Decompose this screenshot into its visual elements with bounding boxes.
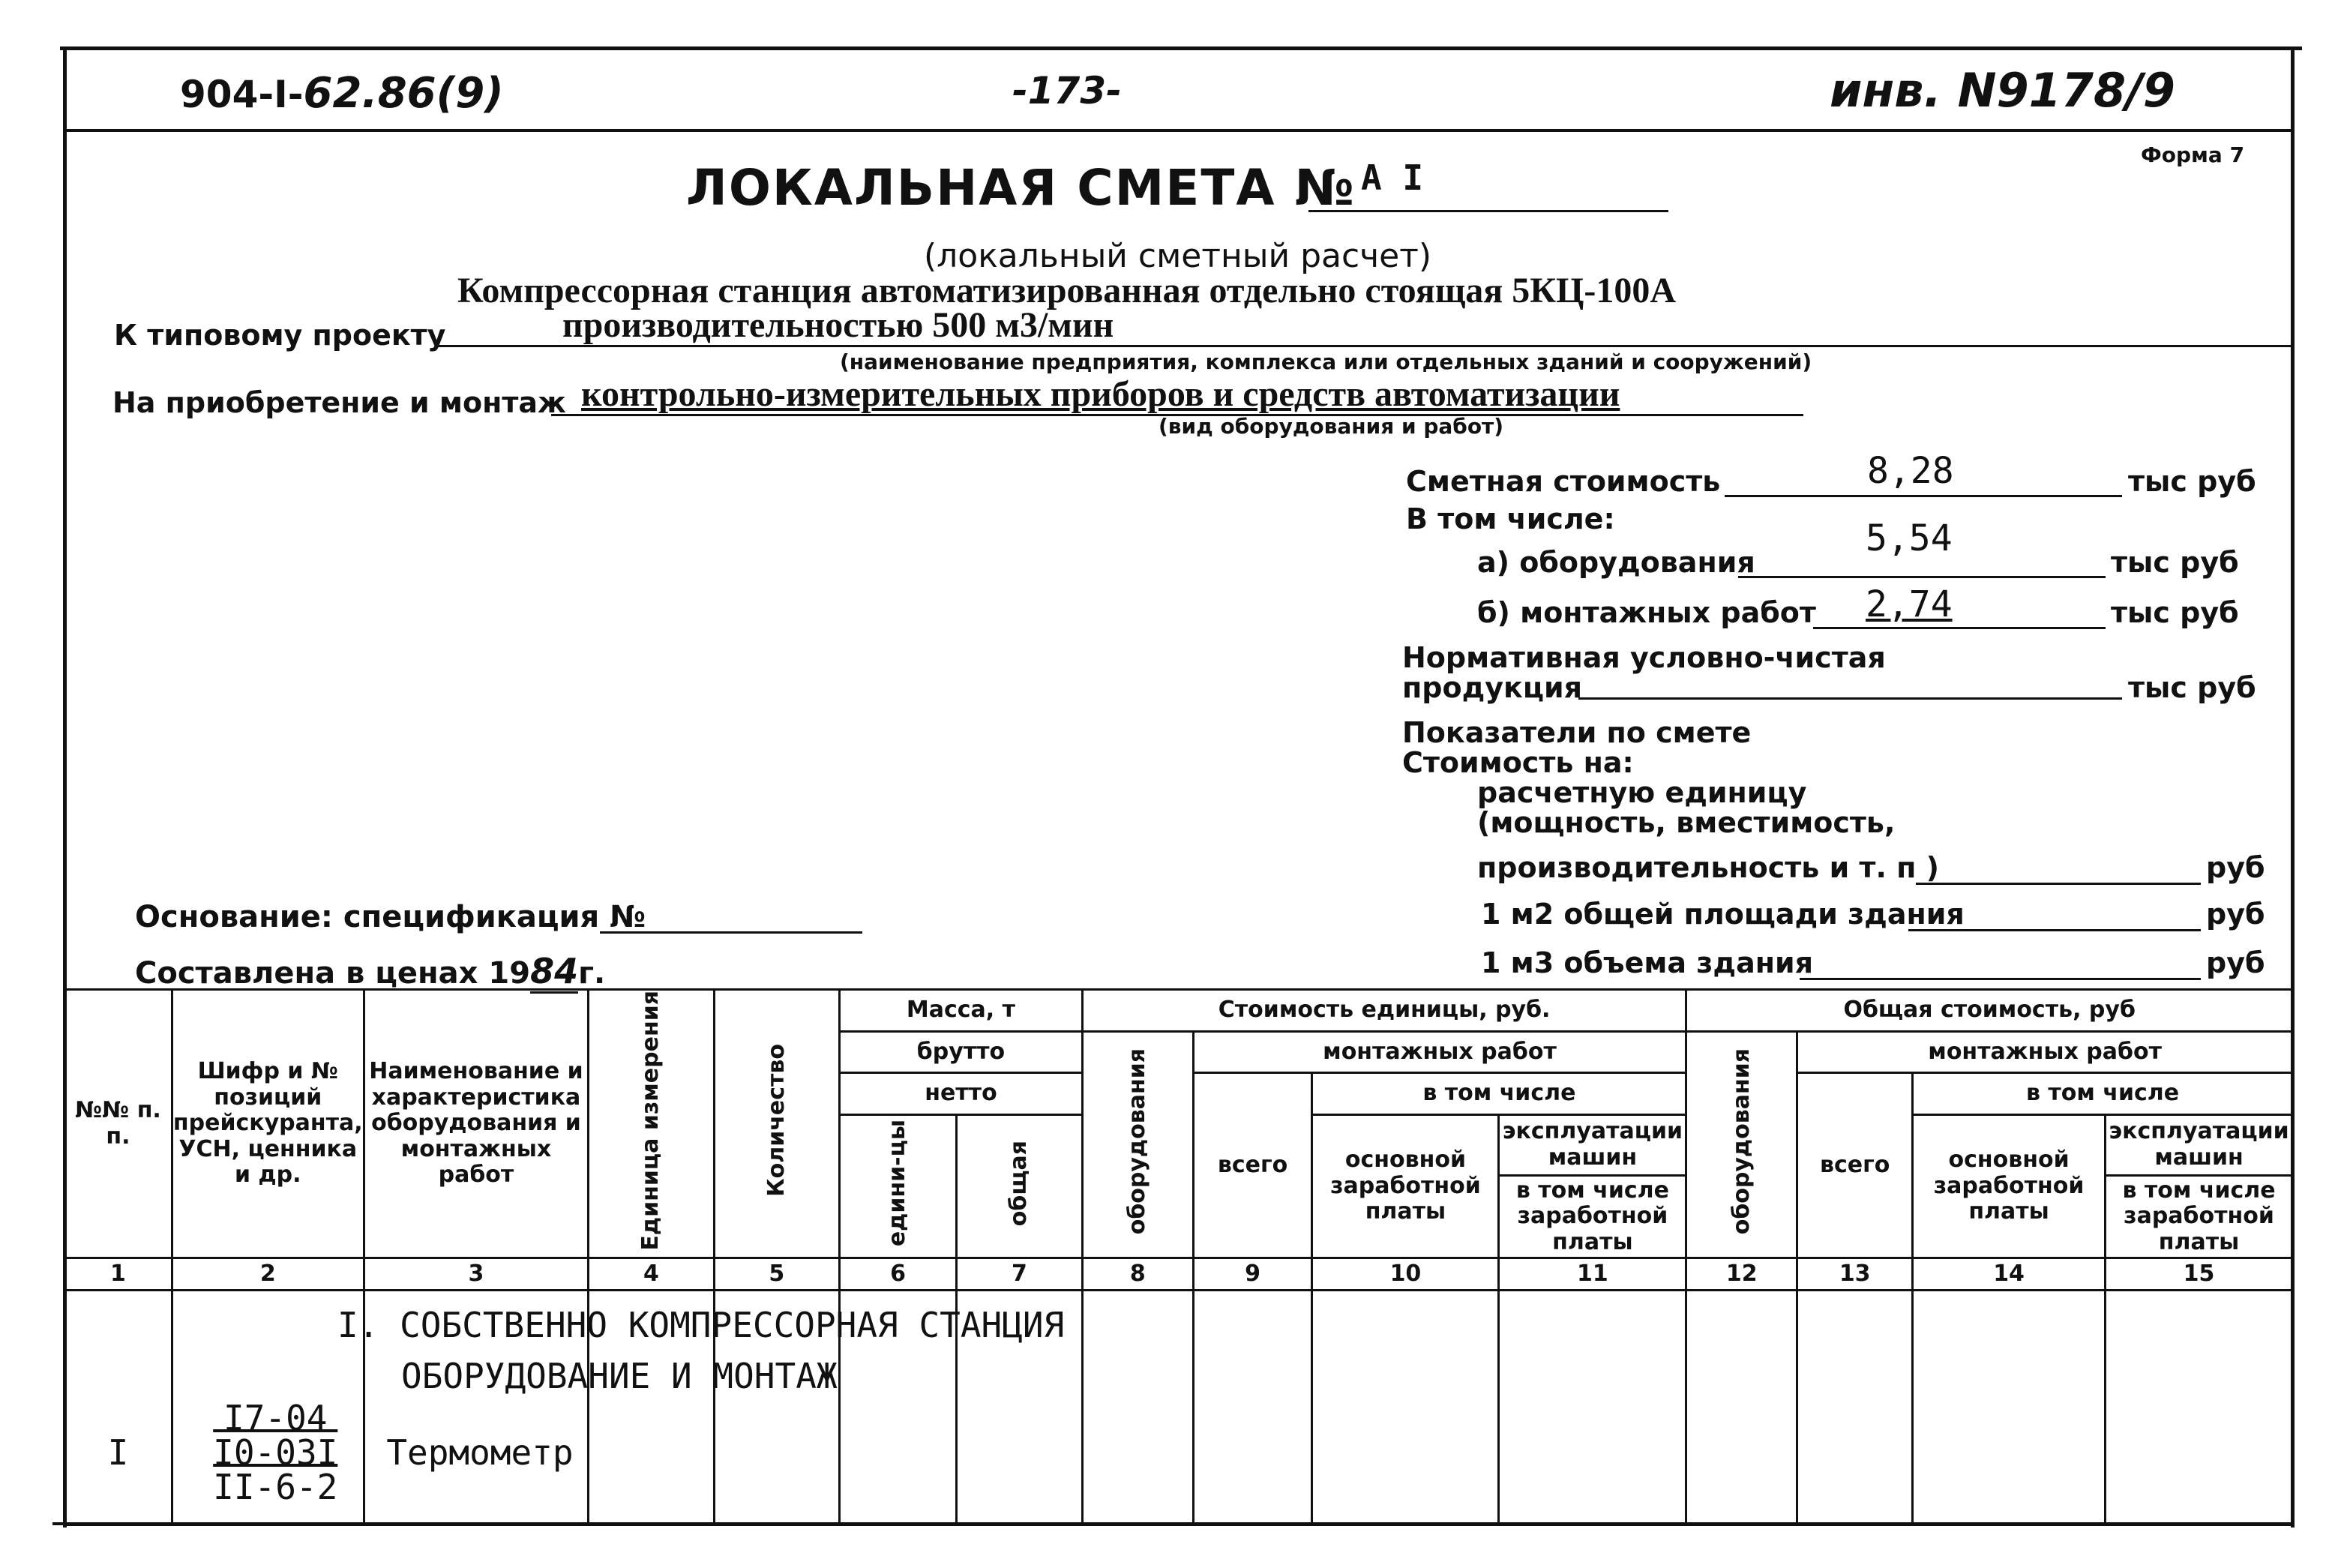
calc-unit-rub: руб	[2206, 851, 2265, 884]
header-num: №№ п. п.	[64, 990, 172, 1258]
header-total-equipment	[1686, 1032, 1797, 1258]
prices-year: 84	[530, 951, 578, 994]
per-m3-line	[1800, 939, 2201, 980]
total-cost-value: 8,28	[1867, 450, 1954, 492]
installation-label: б) монтажных работ	[1477, 596, 1816, 629]
inventory-number: инв. N9178/9	[1830, 63, 2175, 118]
header-mass-total-text: общая	[1006, 1140, 1033, 1226]
header-divider	[63, 129, 2294, 132]
equipment-line	[1738, 517, 2106, 578]
form-label: Форма 7	[2141, 142, 2245, 167]
calc-unit-label-2: (мощность, вместимость,	[1477, 806, 1896, 839]
row-cell	[2106, 1291, 2293, 1525]
calc-unit-label-1: расчетную единицу	[1477, 776, 1807, 809]
title-number-line	[1308, 157, 1668, 212]
per-m3-label: 1 м3 объема здания	[1481, 946, 1813, 979]
header-qty-text: Количество	[763, 1044, 790, 1198]
col-number: 4	[589, 1258, 714, 1291]
installation-line	[1813, 583, 2106, 629]
basis-line	[600, 894, 862, 934]
project-caption: (наименование предприятия, комплекса или отдельных зданий и сооружений)	[840, 349, 1812, 374]
col-number: 8	[1082, 1258, 1193, 1291]
header-unit-machines: эксплуатации машин	[1499, 1114, 1686, 1175]
header-unit-text: Единица измерения	[637, 991, 664, 1251]
col-number: 9	[1193, 1258, 1312, 1291]
row-num: I	[107, 1432, 129, 1473]
calc-unit-label-3: производительность и т. п )	[1477, 851, 1939, 884]
header-cipher: Шифр и № позиций прейскуранта, УСН, ценника и др.	[172, 990, 364, 1258]
header-net: нетто	[840, 1073, 1083, 1114]
header-total-install: монтажных работ	[1797, 1032, 2293, 1073]
including-label: В том числе:	[1406, 502, 1615, 535]
col-number: 14	[1913, 1258, 2106, 1291]
col-number: 10	[1312, 1258, 1499, 1291]
row-name: Термометр	[386, 1432, 574, 1473]
page-title: ЛОКАЛЬНАЯ СМЕТА №	[686, 159, 1356, 217]
header-unit-equipment-text: оборудования	[1124, 1048, 1151, 1235]
col-number: 3	[364, 1258, 589, 1291]
doc-code-printed: 904-I-	[180, 73, 304, 116]
col-number: 1	[64, 1258, 172, 1291]
row-num-cell	[64, 1291, 172, 1525]
equipment-label: а) оборудования	[1477, 546, 1755, 579]
page-subtitle: (локальный сметный расчет)	[924, 237, 1432, 275]
doc-code-handwritten: 62.86(9)	[303, 69, 504, 118]
normative-unit: тыс руб	[2128, 671, 2256, 704]
installation-unit: тыс руб	[2111, 596, 2239, 629]
row-cell	[1312, 1291, 1499, 1525]
prices-label-text: Составлена в ценах 19	[135, 956, 531, 991]
per-m2-label: 1 м2 общей площади здания	[1481, 898, 1965, 931]
header-mass-per-unit-text: едини-цы	[884, 1120, 911, 1247]
header-total-incl: в том числе	[1913, 1073, 2293, 1114]
indicators-label: Показатели по смете	[1402, 716, 1752, 749]
row-cipher-2: I0-03I	[213, 1432, 338, 1474]
row-cell	[1082, 1291, 1193, 1525]
total-cost-unit: тыс руб	[2128, 465, 2256, 498]
page-number: -173-	[1012, 69, 1122, 112]
col-number: 7	[957, 1258, 1083, 1291]
header-total-cost: Общая стоимость, руб	[1686, 990, 2293, 1032]
equipment-unit: тыс руб	[2111, 546, 2239, 579]
header-name: Наименование и характеристика оборудования и монтажных работ	[364, 990, 589, 1258]
purchase-caption: (вид оборудования и работ)	[1159, 414, 1504, 439]
header-total-all: всего	[1797, 1073, 1913, 1258]
row-cipher-1: I7-04	[223, 1398, 328, 1439]
header-total-machines-wage: в том числе заработной платы	[2106, 1176, 2293, 1258]
purchase-underline	[551, 375, 1803, 416]
row-cell	[1797, 1291, 1913, 1525]
column-numbers-row	[64, 1258, 2293, 1291]
row-cell	[1686, 1291, 1797, 1525]
per-m3-rub: руб	[2206, 946, 2265, 979]
total-cost-line	[1725, 450, 2122, 497]
header-unit-base-wage: основной заработной платы	[1312, 1114, 1499, 1258]
normative-line	[1578, 660, 2122, 700]
header-unit	[589, 990, 714, 1258]
equipment-value: 5,54	[1866, 517, 1953, 559]
col-number: 11	[1499, 1258, 1686, 1291]
row-cipher-cell	[172, 1291, 364, 1525]
header-unit-all: всего	[1193, 1073, 1312, 1258]
normative-label-2: продукция	[1402, 671, 1583, 704]
header-gross: брутто	[840, 1032, 1083, 1073]
col-number: 15	[2106, 1258, 2293, 1291]
row-cell	[1913, 1291, 2106, 1525]
header-mass-total	[957, 1114, 1083, 1258]
row-cipher-3: II-6-2	[213, 1467, 338, 1508]
header-unit-equipment	[1082, 1032, 1193, 1258]
col-number: 13	[1797, 1258, 1913, 1291]
doc-code	[180, 69, 504, 118]
header-unit-incl: в том числе	[1312, 1073, 1686, 1114]
header-qty	[714, 990, 839, 1258]
project-underline	[435, 307, 2291, 347]
section-title-1: I. СОБСТВЕННО КОМПРЕССОРНАЯ СТАНЦИЯ	[337, 1305, 1065, 1345]
installation-value: 2,74	[1866, 583, 1953, 625]
project-label: К типовому проекту	[114, 319, 446, 352]
total-cost-label: Сметная стоимость	[1406, 465, 1721, 498]
project-name-line1: Компрессорная станция автоматизированная отдельно стоящая 5КЦ-100А	[457, 271, 1676, 310]
row-cell	[1499, 1291, 1686, 1525]
section-title-2: ОБОРУДОВАНИЕ И МОНТАЖ	[401, 1356, 838, 1396]
calc-unit-line	[1916, 844, 2201, 885]
header-total-equipment-text: оборудования	[1728, 1048, 1755, 1235]
per-m2-line	[1908, 890, 2201, 931]
header-total-machines: эксплуатации машин	[2106, 1114, 2293, 1175]
col-number: 5	[714, 1258, 839, 1291]
header-mass: Масса, т	[840, 990, 1083, 1032]
estimate-table	[63, 988, 2294, 1526]
basis-label: Основание: спецификация №	[135, 900, 646, 934]
frame-top-border	[60, 46, 2302, 50]
purchase-value: контрольно-измерительных приборов и средств автоматизации	[581, 374, 1620, 414]
col-number: 12	[1686, 1258, 1797, 1291]
col-number: 6	[840, 1258, 957, 1291]
normative-label-1: Нормативная условно-чистая	[1402, 641, 1886, 674]
purchase-label: На приобретение и монтаж	[112, 386, 566, 419]
row-cell	[1193, 1291, 1312, 1525]
prices-suffix: г.	[578, 956, 606, 991]
header-mass-per-unit	[840, 1114, 957, 1258]
header-unit-machines-wage: в том числе заработной платы	[1499, 1176, 1686, 1258]
per-m2-rub: руб	[2206, 898, 2265, 931]
cost-on-label: Стоимость на:	[1402, 746, 1634, 779]
prices-label	[135, 951, 605, 991]
header-unit-install: монтажных работ	[1193, 1032, 1686, 1073]
header-total-base-wage: основной заработной платы	[1913, 1114, 2106, 1258]
header-unit-cost: Стоимость единицы, руб.	[1082, 990, 1686, 1032]
project-name-line2: производительностью 500 м3/мин	[562, 305, 1114, 345]
estimate-number: А I	[1361, 157, 1424, 198]
frame-bottom-border	[52, 1522, 2295, 1525]
col-number: 2	[172, 1258, 364, 1291]
